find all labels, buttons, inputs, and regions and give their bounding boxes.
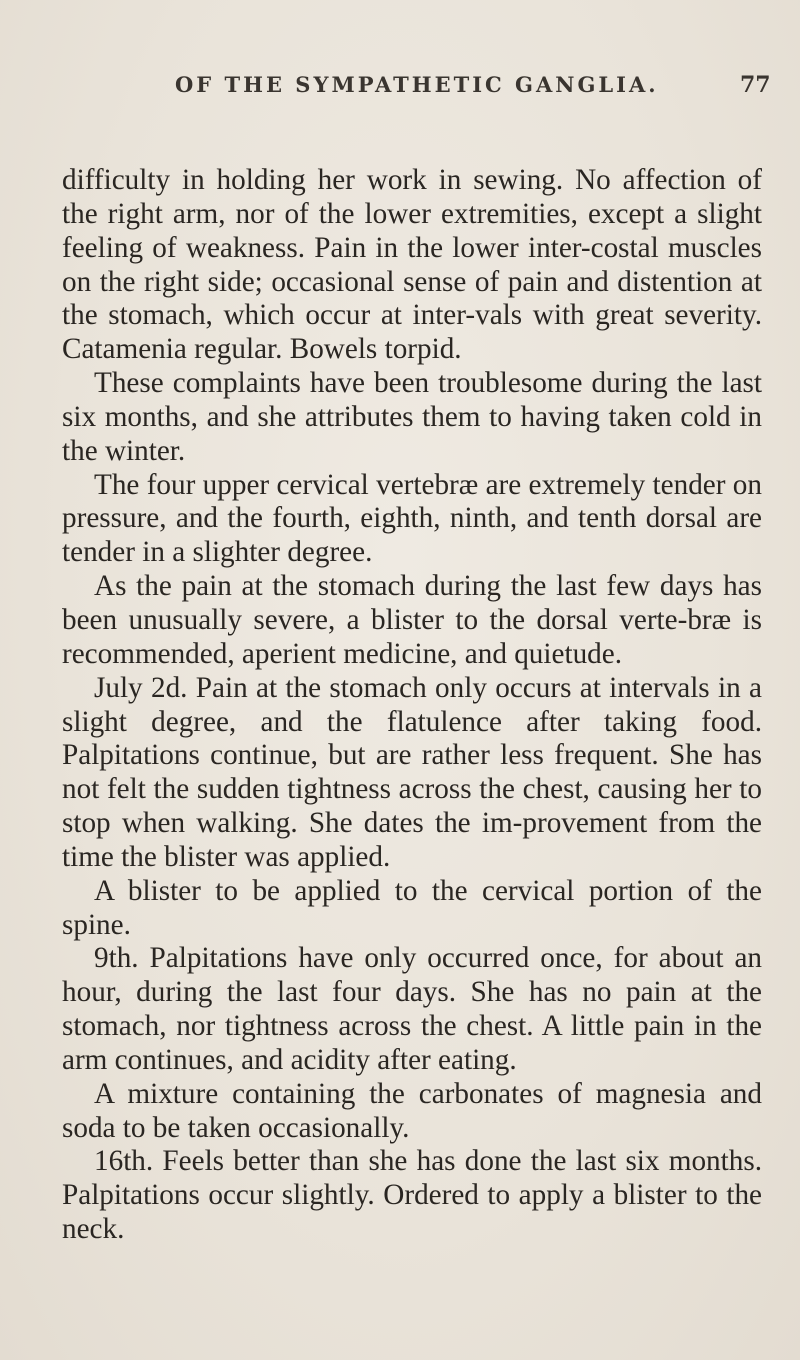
- page-number: 77: [740, 72, 771, 98]
- paragraph: A mixture containing the carbonates of magnesia and soda to be taken occasionally.: [62, 1077, 762, 1144]
- paragraph: As the pain at the stomach during the last few days has been unusually severe, a blister to the dorsal verte-bræ is recommended, aperient medicine, and quietude.: [62, 570, 762, 670]
- paragraph: 9th. Palpitations have only occurred once, for about an hour, during the last four days. She has no pain at the stomach, nor tightness across the chest. A little pain in the arm continues, and acidity after eating.: [62, 942, 762, 1076]
- paragraph: July 2d. Pain at the stomach only occurs at intervals in a slight degree, and the flatulence after taking food. Palpitations continue, but are rather less frequent. She has not felt the sudden tightness across the chest, causing her to stop when walking. She dates the im-provement from the time the blister was applied.: [62, 671, 762, 873]
- paragraph: These complaints have been troublesome during the last six months, and she attributes them to having taken cold in the winter.: [62, 367, 762, 467]
- paragraph: A blister to be applied to the cervical portion of the spine.: [62, 874, 762, 941]
- paragraph: difficulty in holding her work in sewing. No affection of the right arm, nor of the lower extremities, except a slight feeling of weakness. Pain in the lower inter-costal muscles on the right side; occasional sense of pain and distention at the stomach, which occur at inter-vals with great severity. Catamenia regular. Bowels torpid.: [62, 164, 762, 366]
- paragraph: 16th. Feels better than she has done the last six months. Palpitations occur slightly. Ordered to apply a blister to the neck.: [62, 1145, 762, 1246]
- running-title: OF THE SYMPATHETIC GANGLIA.: [175, 72, 659, 97]
- body-text: [62, 164, 762, 1247]
- running-head: [0, 72, 800, 102]
- paragraph: The four upper cervical vertebræ are extremely tender on pressure, and the fourth, eighth, ninth, and tenth dorsal are tender in a slighter degree.: [62, 468, 762, 569]
